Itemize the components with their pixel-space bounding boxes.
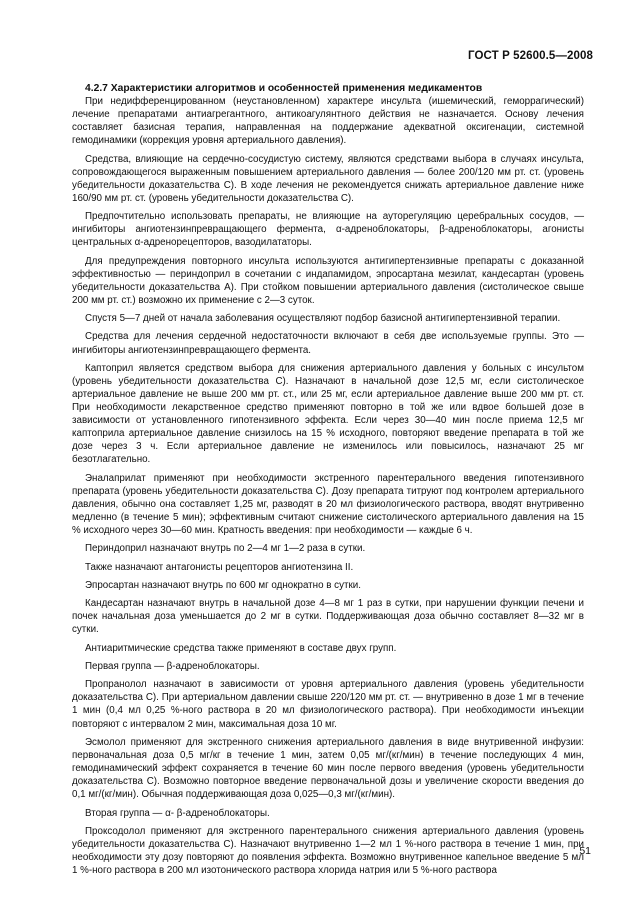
paragraph-11: Эпросартан назначают внутрь по 600 мг однократно в сутки.: [85, 579, 361, 591]
paragraph-3: Предпочтительно использовать препараты, не влияющие на ауторегуляцию церебральных сосудов, — ингибиторы ангиотензинпревращающего фермента, α-адреноблокаторы, β-адреноблокаторы, агонисты центральных α-адренорецепторов, вазодилататоры.: [72, 211, 584, 249]
paragraph-5: Спустя 5—7 дней от начала заболевания осуществляют подбор базисной антигипертензивной терапии.: [85, 313, 561, 325]
paragraph-9: Периндоприл назначают внутрь по 2—4 мг 1—2 раза в сутки.: [85, 543, 366, 555]
paragraph-8: Эналаприлат применяют при необходимости экстренного парентерального введения гипотензивного препарата (уровень убедительности доказательства С). Дозу препарата титруют под контролем артериального давления, обычно она составляет 1,25 мг, разводят в 20 мл физиологического раствора, вводят внутривенно медленно (в течение 5 мин); эффективным считают снижение систолического артериального давления на 15 % исходного через 30—60 мин. Кратность введения: при необходимости — каждые 6 ч.: [72, 472, 584, 537]
paragraph-7: Каптоприл является средством выбора для снижения артериального давления у больных с инсультом (уровень убедительности доказательства С). Назначают в начальной дозе 12,5 мг, если систолическое артериальное давление не выше 200 мм рт. ст., или 25 мг, если артериальное давление выше 200 мм рт. ст. При необходимости лекарственное средство применяют повторно в той же или вдвое большей дозе в зависимости от установленного гипотензивного эффекта. Если через 30—40 мин после приема 12,5 мг каптоприла артериальное давление снизилось на 15 % исходного, повторяют введение препарата в той же дозе через 3 ч. Если артериальное давление не изменилось или повысилось, назначают 25 мг безотлагательно.: [72, 362, 584, 466]
document-body: [72, 82, 584, 882]
paragraph-12: Кандесартан назначают внутрь в начальной дозе 4—8 мг 1 раз в сутки, при нарушении функции печени и почек начальная доза уменьшается до 2 мг в сутки. Поддерживающая доза обычно составляет 8—32 мг в сутки.: [72, 598, 584, 636]
paragraph-17: Вторая группа — α- β-адреноблокаторы.: [85, 807, 270, 819]
paragraph-6: Средства для лечения сердечной недостаточности включают в себя две используемые группы. Это — ингибиторы ангиотензинпревращающего фермента.: [72, 331, 584, 356]
paragraph-1: При недифференцированном (неустановленном) характере инсульта (ишемический, геморрагический) лечение препаратами антиагрегантного, антикоагулянтного действия не назначается. Основу лечения составляет базисная терапия, направленная на поддержание адекватной оксигенации, системной гемодинамики (коррекция уровня артериального давления).: [72, 96, 584, 147]
paragraph-4: Для предупреждения повторного инсульта используются антигипертензивные препараты с доказанной эффективностью — периндоприл в сочетании с индапамидом, эпросартана мезилат, кандесартан (уровень убедительности доказательства А). При стойком повышении артериального давления (систолическое свыше 200 мм рт. ст.) возможно их применение с 2—3 суток.: [72, 255, 584, 306]
paragraph-13: Антиаритмические средства также применяют в составе двух групп.: [85, 642, 397, 654]
document-header: ГОСТ Р 52600.5—2008: [468, 50, 593, 62]
paragraph-2: Средства, влияющие на сердечно-сосудистую систему, являются средствами выбора в случаях инсульта, сопровождающегося выраженным повышением артериального давления — более 200/120 мм рт. ст. (уровень убедительности доказательства С). В ходе лечения не рекомендуется снижать артериальное давление ниже 160/90 мм рт. ст. (уровень убедительности доказательства С).: [72, 153, 584, 204]
section-title: 4.2.7 Характеристики алгоритмов и особенностей применения медикаментов: [85, 83, 483, 94]
paragraph-15: Пропранолол назначают в зависимости от уровня артериального давления (уровень убедительности доказательства С). При артериальном давлении свыше 220/120 мм рт. ст. — внутривенно в дозе 1 мг в течение 1 мин (0,4 мл 0,25 %-ного раствора в 20 мл физиологического раствора). При необходимости инъекции повторяют с интервалом 2 мин, максимальная доза 10 мг.: [72, 679, 584, 730]
paragraph-14: Первая группа — β-адреноблокаторы.: [85, 661, 260, 672]
paragraph-10: Также назначают антагонисты рецепторов ангиотензина II.: [85, 561, 354, 573]
paragraph-18: Проксодолол применяют для экстренного парентерального снижения артериального давления (уровень убедительности доказательства С). Назначают внутривенно 1—2 мл 1 %-ного раствора в течение 1 мин, при необходимости эту дозу повторяют до появления эффекта. Возможно внутривенное капельное введение 5 мл 1 %-ного раствора в 200 мл изотонического раствора хлорида натрия или 5 %-ного раствора: [72, 825, 584, 877]
paragraph-16: Эсмолол применяют для экстренного снижения артериального давления в виде внутривенной инфузии: первоначальная доза 0,5 мг/кг в течение 1 мин, затем 0,05 мг/(кг/мин) в течение последующих 4 мин, гемодинамический эффект сохраняется в течение 60 мин после первого введения (уровень убедительности доказательства С). Возможно повторное введение первоначальной дозы и увеличение скорости введения до 0,1 мг/(кг/мин). Обычная поддерживающая доза 0,025—0,3 мг/(кг/мин).: [72, 736, 584, 801]
page-number: 51: [579, 845, 591, 857]
